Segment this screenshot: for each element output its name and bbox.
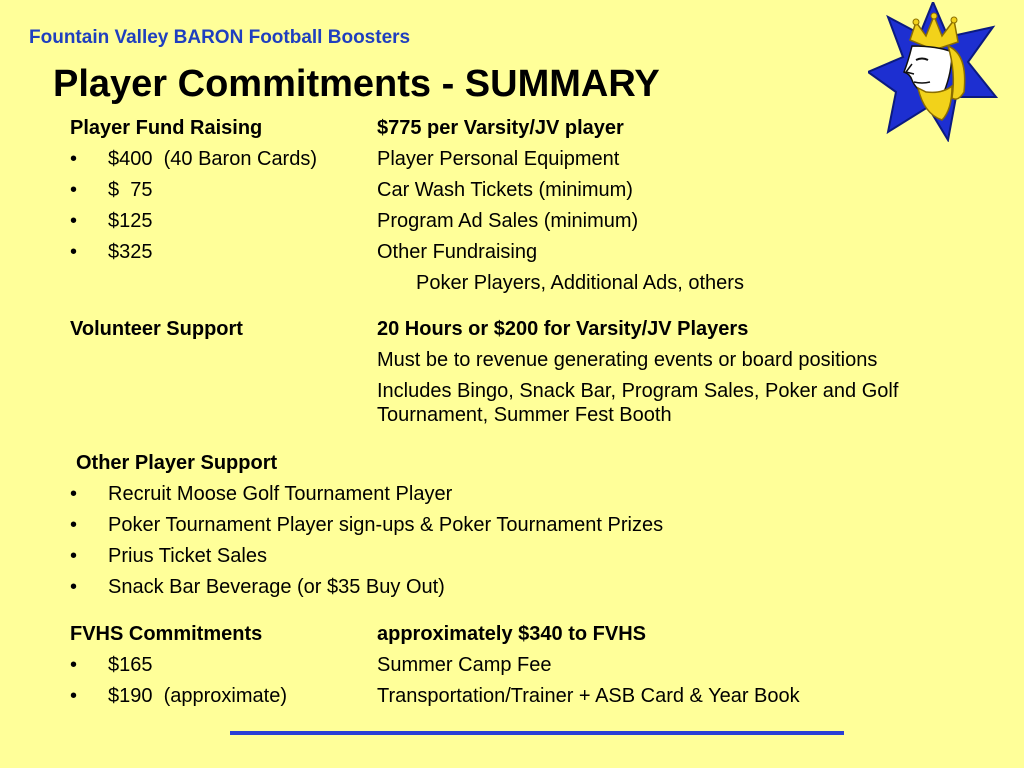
fvhs-desc: Transportation/Trainer + ASB Card & Year Book bbox=[377, 685, 800, 707]
fvhs-total: approximately $340 to FVHS bbox=[377, 623, 646, 645]
volunteer-line-text: Includes Bingo, Snack Bar, Program Sales, Poker and Golf Tournament, Summer Fest Booth bbox=[377, 380, 899, 426]
volunteer-line-text: Must be to revenue generating events or board positions bbox=[377, 349, 878, 371]
bullet-icon: • bbox=[70, 685, 78, 707]
org-name: Fountain Valley BARON Football Boosters bbox=[29, 27, 411, 48]
volunteer-line bbox=[70, 348, 1010, 379]
fundraising-item bbox=[70, 147, 1010, 178]
fvhs-item bbox=[70, 653, 1010, 684]
fundraising-item bbox=[70, 178, 1010, 209]
bullet-icon: • bbox=[70, 483, 78, 505]
other-support-heading-row bbox=[70, 451, 1010, 482]
fvhs-heading-row bbox=[70, 622, 1010, 653]
bullet-icon: • bbox=[70, 576, 78, 598]
other-support-item bbox=[70, 575, 1010, 606]
bullet-icon: • bbox=[70, 210, 78, 232]
fundraising-heading-row bbox=[70, 116, 1010, 147]
page-title: Player Commitments - SUMMARY bbox=[53, 63, 660, 105]
other-support-item bbox=[70, 513, 1010, 544]
volunteer-heading-row bbox=[70, 317, 1010, 348]
fundraising-desc: Other Fundraising bbox=[377, 241, 538, 263]
fvhs-item bbox=[70, 684, 1010, 715]
other-support-heading: Other Player Support bbox=[76, 452, 278, 474]
other-support-text: Snack Bar Beverage (or $35 Buy Out) bbox=[108, 576, 445, 598]
fundraising-subnote-row bbox=[70, 271, 1010, 302]
fvhs-heading: FVHS Commitments bbox=[70, 623, 263, 645]
fundraising-total: $775 per Varsity/JV player bbox=[377, 117, 624, 139]
fundraising-amount: $ 75 bbox=[108, 179, 153, 201]
fundraising-item bbox=[70, 240, 1010, 271]
fvhs-amount: $165 bbox=[108, 654, 153, 676]
fundraising-heading: Player Fund Raising bbox=[70, 117, 263, 139]
volunteer-requirement: 20 Hours or $200 for Varsity/JV Players bbox=[377, 318, 749, 340]
bullet-icon: • bbox=[70, 241, 78, 263]
fundraising-desc: Program Ad Sales (minimum) bbox=[377, 210, 639, 232]
divider-line bbox=[230, 731, 844, 735]
volunteer-heading: Volunteer Support bbox=[70, 318, 243, 340]
fvhs-section bbox=[70, 622, 1010, 715]
volunteer-section bbox=[70, 317, 1010, 431]
fundraising-amount: $400 (40 Baron Cards) bbox=[108, 148, 318, 170]
other-support-text: Recruit Moose Golf Tournament Player bbox=[108, 483, 453, 505]
fundraising-amount: $325 bbox=[108, 241, 153, 263]
other-support-section bbox=[70, 451, 1010, 606]
bullet-icon: • bbox=[70, 148, 78, 170]
fundraising-item bbox=[70, 209, 1010, 240]
fvhs-amount: $190 (approximate) bbox=[108, 685, 287, 707]
other-support-item bbox=[70, 482, 1010, 513]
fundraising-amount: $125 bbox=[108, 210, 153, 232]
fvhs-desc: Summer Camp Fee bbox=[377, 654, 552, 676]
volunteer-line bbox=[70, 379, 1010, 431]
fundraising-desc: Player Personal Equipment bbox=[377, 148, 620, 170]
bullet-icon: • bbox=[70, 654, 78, 676]
other-support-text: Poker Tournament Player sign-ups & Poker Tournament Prizes bbox=[108, 514, 664, 536]
fundraising-section bbox=[70, 116, 1010, 302]
other-support-text: Prius Ticket Sales bbox=[108, 545, 267, 567]
fundraising-desc: Car Wash Tickets (minimum) bbox=[377, 179, 633, 201]
fundraising-subnote: Poker Players, Additional Ads, others bbox=[416, 272, 744, 294]
bullet-icon: • bbox=[70, 545, 78, 567]
bullet-icon: • bbox=[70, 179, 78, 201]
other-support-item bbox=[70, 544, 1010, 575]
bullet-icon: • bbox=[70, 514, 78, 536]
